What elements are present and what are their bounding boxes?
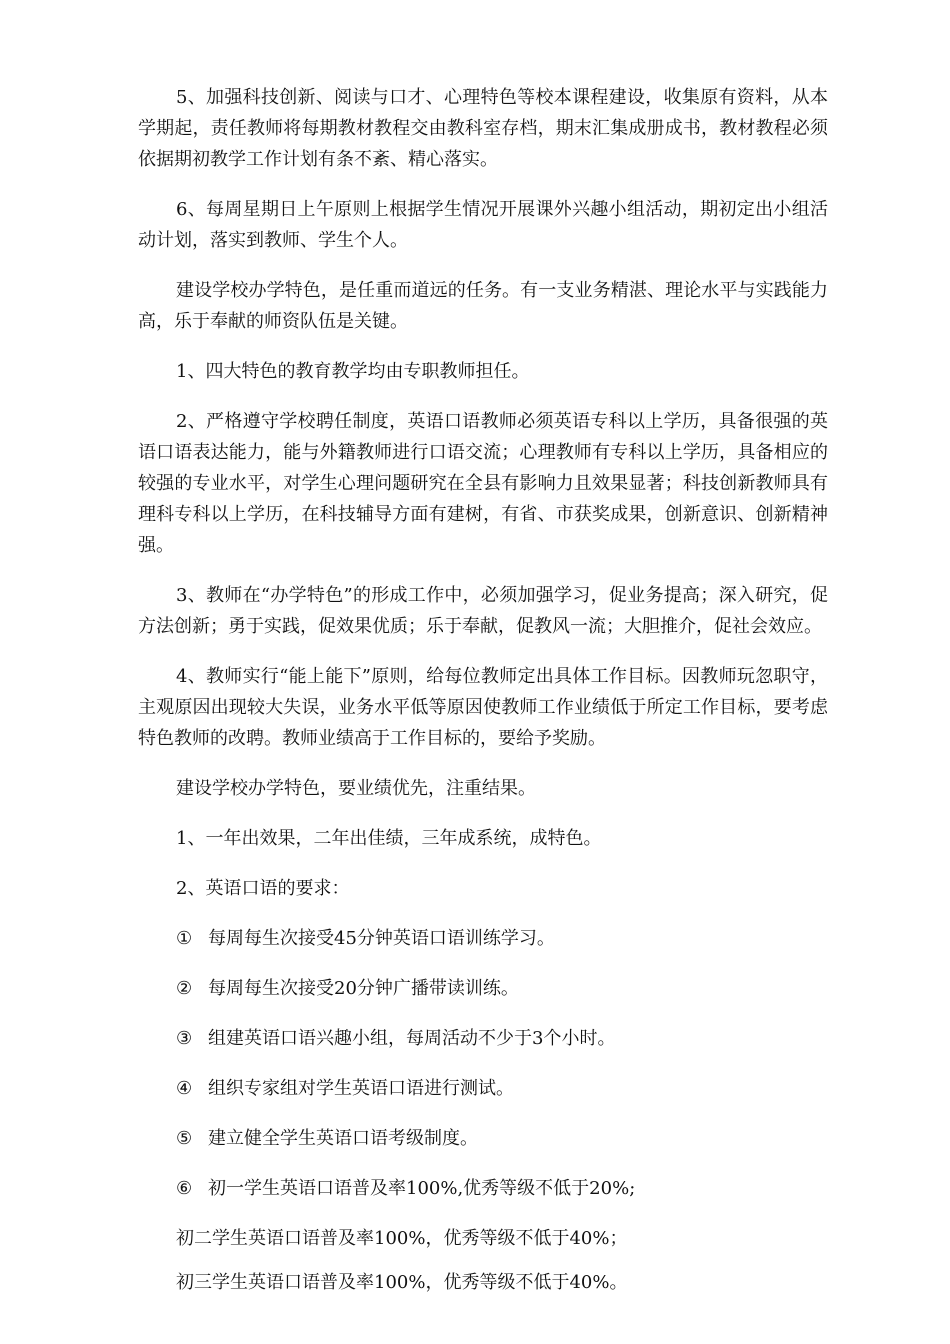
- paragraph-weekend-activities: 6、每周星期日上午原则上根据学生情况开展课外兴趣小组活动，期初定出小组活动计划，落实到教师、学生个人。: [138, 199, 828, 251]
- paragraph-teacher-development: 3、教师在“办学特色”的形成工作中，必须加强学习，促业务提高；深入研究，促方法创新；勇于实践，促效果优质；乐于奉献，促教风一流；大胆推介，促社会效应。: [138, 585, 828, 637]
- requirement-marker: ④: [176, 1078, 193, 1099]
- requirement-item: [138, 1123, 828, 1154]
- requirement-marker: ③: [176, 1028, 193, 1049]
- paragraph-results-intro: 建设学校办学特色，要业绩优先，注重结果。: [176, 778, 536, 799]
- requirement-text: 每周每生次接受45分钟英语口语训练学习。: [208, 928, 555, 949]
- paragraph-teacher-team-intro: 建设学校办学特色，是任重而道远的任务。有一支业务精湛、理论水平与实践能力高，乐于奉献的师资队伍是关键。: [138, 280, 828, 332]
- requirement-text: 建立健全学生英语口语考级制度。: [208, 1128, 478, 1149]
- paragraph-performance-evaluation: 4、教师实行“能上能下”原则，给每位教师定出具体工作目标。因教师玩忽职守，主观原因出现较大失误，业务水平低等原因使教师工作业绩低于所定工作目标，要考虑特色教师的改聘。教师业绩高于工作目标的，要给予奖励。: [138, 666, 828, 749]
- requirement-item: [138, 1173, 828, 1204]
- paragraph-dedicated-teachers: 1、四大特色的教育教学均由专职教师担任。: [176, 361, 530, 382]
- requirement-marker: ①: [176, 928, 193, 949]
- requirement-item: [138, 923, 828, 954]
- paragraph-english-requirements-heading: 2、英语口语的要求：: [176, 878, 350, 899]
- paragraph-hiring-system: 2、严格遵守学校聘任制度，英语口语教师必须英语专科以上学历，具备很强的英语口语表达能力，能与外籍教师进行口语交流；心理教师有专科以上学历，具备相应的较强的专业水平，对学生心理问题研究在全县有影响力且效果显著；科技创新教师具有理科专科以上学历，在科技辅导方面有建树，有省、市获奖成果，创新意识、创新精神强。: [138, 411, 828, 556]
- paragraph-textbook-construction: 5、加强科技创新、阅读与口才、心理特色等校本课程建设，收集原有资料，从本学期起，责任教师将每期教材教程交由教科室存档，期末汇集成册成书，教材教程必须依据期初教学工作计划有条不紊、精心落实。: [138, 87, 828, 170]
- paragraph-three-year-goal: 1、一年出效果，二年出佳绩，三年成系统，成特色。: [176, 828, 602, 849]
- grade-two-requirement: 初二学生英语口语普及率100%，优秀等级不低于40%；: [176, 1228, 628, 1249]
- requirement-text: 组建英语口语兴趣小组，每周活动不少于3个小时。: [208, 1028, 616, 1049]
- grade-three-requirement: 初三学生英语口语普及率100%，优秀等级不低于40%。: [176, 1272, 628, 1293]
- requirement-text: 初一学生英语口语普及率100%,优秀等级不低于20%;: [208, 1178, 636, 1199]
- document-body: [138, 82, 828, 1311]
- requirement-marker: ⑤: [176, 1128, 193, 1149]
- requirement-marker: ⑥: [176, 1178, 193, 1199]
- requirement-item: [138, 1023, 828, 1054]
- requirement-item: [138, 973, 828, 1004]
- requirement-marker: ②: [176, 978, 193, 999]
- requirement-text: 每周每生次接受20分钟广播带读训练。: [208, 978, 519, 999]
- requirement-text: 组织专家组对学生英语口语进行测试。: [208, 1078, 514, 1099]
- requirement-item: [138, 1073, 828, 1104]
